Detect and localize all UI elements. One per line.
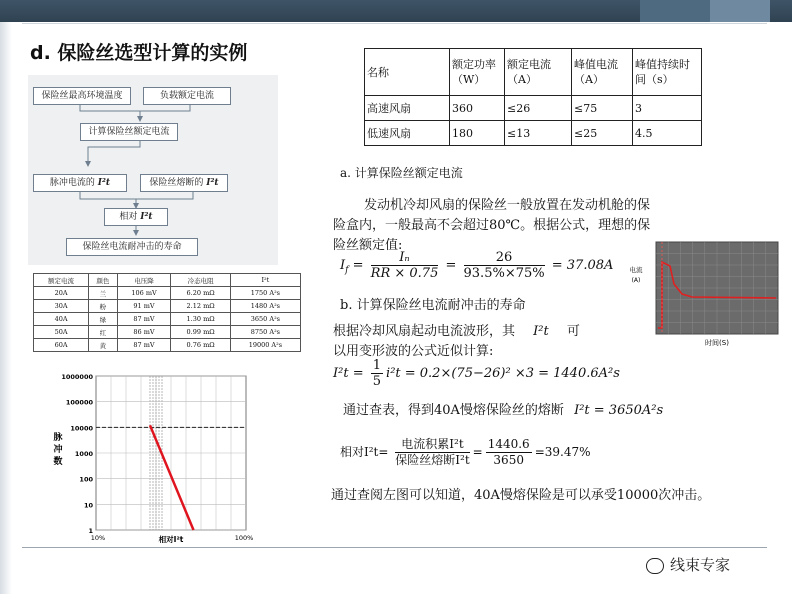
page-title: d. 保险丝选型计算的实例 xyxy=(30,42,248,64)
param-col-rated-current: 额定电流（A） xyxy=(505,49,572,96)
top-bar xyxy=(0,0,792,22)
top-bar-accent-2 xyxy=(710,0,770,22)
flow-box-melt-i2t: 保险丝熔断的 I²t xyxy=(140,174,228,192)
flow-box-relative-i2t: 相对 I²t xyxy=(104,208,168,226)
table-row: 低速风扇 180 ≤13 ≤25 4.5 xyxy=(365,121,702,146)
section-a-para-1: 发动机冷却风扇的保险丝一般放置在发动机舱的保 xyxy=(364,198,651,213)
section-a-para-3: 险丝额定值: xyxy=(333,238,403,253)
fuse-spec-table xyxy=(33,273,301,352)
fan-param-table xyxy=(364,48,702,146)
flow-box-env-temp: 保险丝最高环境温度 xyxy=(33,87,131,105)
pulse-life-chart xyxy=(34,368,264,543)
chart1-y-tick-label: 10000 xyxy=(70,424,93,433)
chart1-y-tick-label: 100 xyxy=(79,475,93,484)
chart2-x-axis-label: 时间(S) xyxy=(705,339,729,347)
table-row: 30A 粉 91 mV 2.12 mΩ 1480 A²s xyxy=(34,300,301,313)
flow-box-calc-rated: 计算保险丝额定电流 xyxy=(80,123,178,141)
fuse-col-i2t: I²t xyxy=(230,274,300,287)
chart1-x-tick-label: 100% xyxy=(234,534,254,542)
flow-box-life: 保险丝电流耐冲击的寿命 xyxy=(66,238,198,256)
left-gradient-strip xyxy=(0,22,12,594)
relative-i2t-formula: 相对I²t= $\frac{\text{电流积累I²t}}{\text{保险丝熔断I²t}}$ = $\frac{1440.6}{3650}$ =39.47% xyxy=(340,437,591,467)
top-bar-accent xyxy=(640,0,710,22)
section-a-heading: a. 计算保险丝额定电流 xyxy=(340,166,463,180)
fuse-table-header xyxy=(34,274,301,287)
table-row: 40A 绿 87 mV 1.30 mΩ 3650 A²s xyxy=(34,313,301,326)
section-b-para-1: 根据冷却风扇起动电流波形，其 I²t 可 xyxy=(333,324,580,339)
section-a-para-2: 险盒内，一般最高不会超过80℃。根据公式，理想的保 xyxy=(333,218,651,233)
wechat-icon xyxy=(646,558,664,574)
param-col-peak-duration: 峰值持续时间（s） xyxy=(633,49,702,96)
table-row: 50A 红 86 mV 0.99 mΩ 8750 A²s xyxy=(34,326,301,339)
chart1-y-axis-label: 冲 xyxy=(53,445,63,455)
lookup-line: 通过查表，得到40A慢熔保险丝的熔断 I²t = 3650A²s xyxy=(343,403,664,418)
chart1-y-axis-label: 数 xyxy=(53,457,63,467)
flow-box-pulse-i2t: 脉冲电流的 I²t xyxy=(33,174,127,192)
param-col-power: 额定功率（W） xyxy=(450,49,505,96)
flow-box-load-current: 负载额定电流 xyxy=(143,87,231,105)
fuse-col-voltage-drop: 电压降 xyxy=(117,274,171,287)
top-divider xyxy=(22,23,767,24)
rated-current-formula: $I_f$ = $\frac{\text{Iₙ}}{RR \times 0.75}$ = $\frac{26}{93.5\%\times 75\%}$ = 37.08A xyxy=(340,250,614,281)
chart1-y-tick-label: 1000 xyxy=(74,450,93,458)
param-col-name: 名称 xyxy=(365,49,450,96)
chart1-y-tick-label: 1 xyxy=(88,527,93,535)
fuse-col-rated: 额定电流 xyxy=(34,274,89,287)
table-row: 60A 黄 87 mV 0.76 mΩ 19000 A²s xyxy=(34,339,301,352)
param-table-header xyxy=(365,49,702,96)
chart1-x-tick-label: 10% xyxy=(90,534,106,542)
chart1-y-tick-label: 1000000 xyxy=(61,373,93,381)
conclusion-text: 通过查阅左图可以知道，40A慢熔保险是可以承受10000次冲击。 xyxy=(331,488,711,503)
chart1-y-tick-label: 10 xyxy=(83,501,93,510)
param-col-peak-current: 峰值电流（A） xyxy=(572,49,633,96)
table-row: 20A 兰 106 mV 6.20 mΩ 1750 A²s xyxy=(34,287,301,300)
section-b-heading: b. 计算保险丝电流耐冲击的寿命 xyxy=(340,298,526,313)
chart1-x-axis-label: 相对I²t xyxy=(158,535,184,543)
bottom-divider xyxy=(22,547,767,548)
chart2-y-axis-label-line2: (A) xyxy=(631,277,641,284)
table-row: 高速风扇 360 ≤26 ≤75 3 xyxy=(365,96,702,121)
chart1-y-tick-label: 100000 xyxy=(65,398,93,407)
chart1-y-axis-label: 脉 xyxy=(53,433,63,443)
section-b-para-2: 以用变形波的公式近似计算: xyxy=(333,344,494,359)
fuse-col-cold-resistance: 冷态电阻 xyxy=(171,274,230,287)
i2t-formula: I²t = $\frac{1}{5}$ i²t = 0.2×(75−26)² ×3 = 1440.6A²s xyxy=(333,358,620,389)
brand-logo: 线束专家 xyxy=(646,554,730,575)
chart2-y-axis-label-line1: 电流 xyxy=(629,266,643,274)
current-waveform-chart xyxy=(628,238,780,350)
fuse-col-color: 颜色 xyxy=(89,274,118,287)
flowchart xyxy=(28,75,278,265)
